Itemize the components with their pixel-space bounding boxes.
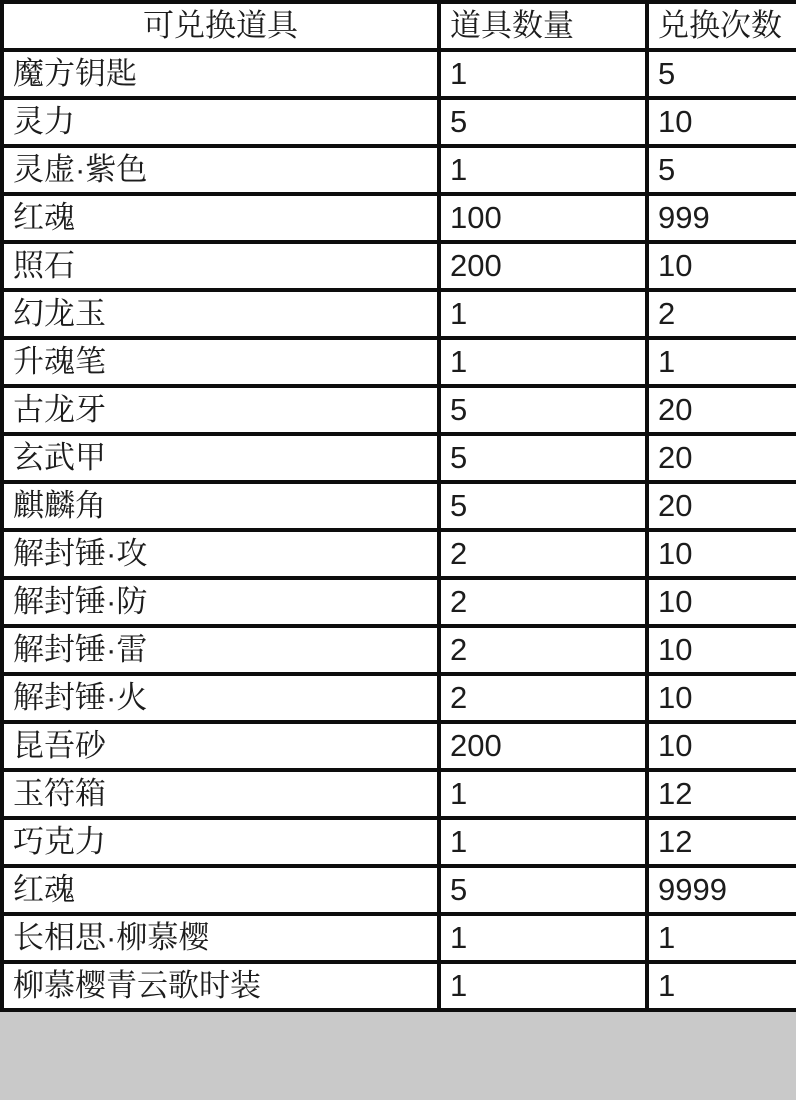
header-exchangeable-item: 可兑换道具 bbox=[2, 2, 439, 50]
cell-item-quantity: 1 bbox=[439, 338, 647, 386]
header-item-quantity: 道具数量 bbox=[439, 2, 647, 50]
cell-exchange-count: 12 bbox=[647, 818, 796, 866]
cell-item-quantity: 5 bbox=[439, 386, 647, 434]
cell-exchange-count: 9999 bbox=[647, 866, 796, 914]
table-row bbox=[2, 50, 796, 98]
table-header bbox=[2, 2, 796, 50]
cell-exchange-count: 12 bbox=[647, 770, 796, 818]
table-row bbox=[2, 290, 796, 338]
cell-item-quantity: 100 bbox=[439, 194, 647, 242]
cell-item-name: 升魂笔 bbox=[2, 338, 439, 386]
cell-item-name: 幻龙玉 bbox=[2, 290, 439, 338]
cell-item-name: 解封锤·雷 bbox=[2, 626, 439, 674]
cell-item-name: 巧克力 bbox=[2, 818, 439, 866]
cell-item-quantity: 5 bbox=[439, 866, 647, 914]
cell-exchange-count: 1 bbox=[647, 962, 796, 1010]
cell-exchange-count: 10 bbox=[647, 722, 796, 770]
cell-item-quantity: 1 bbox=[439, 818, 647, 866]
cell-exchange-count: 1 bbox=[647, 914, 796, 962]
cell-item-name: 魔方钥匙 bbox=[2, 50, 439, 98]
cell-item-name: 麒麟角 bbox=[2, 482, 439, 530]
cell-item-quantity: 5 bbox=[439, 98, 647, 146]
table-row bbox=[2, 386, 796, 434]
cell-item-name: 照石 bbox=[2, 242, 439, 290]
cell-item-quantity: 1 bbox=[439, 146, 647, 194]
table-row bbox=[2, 146, 796, 194]
cell-exchange-count: 5 bbox=[647, 146, 796, 194]
cell-item-quantity: 1 bbox=[439, 770, 647, 818]
cell-item-quantity: 200 bbox=[439, 722, 647, 770]
cell-exchange-count: 1 bbox=[647, 338, 796, 386]
cell-item-name: 红魂 bbox=[2, 866, 439, 914]
cell-item-name: 红魂 bbox=[2, 194, 439, 242]
cell-item-quantity: 1 bbox=[439, 914, 647, 962]
table-row bbox=[2, 242, 796, 290]
cell-exchange-count: 10 bbox=[647, 626, 796, 674]
cell-item-quantity: 2 bbox=[439, 674, 647, 722]
cell-item-name: 灵虚·紫色 bbox=[2, 146, 439, 194]
table-row bbox=[2, 770, 796, 818]
cell-item-name: 柳慕樱青云歌时装 bbox=[2, 962, 439, 1010]
cell-item-name: 玉符箱 bbox=[2, 770, 439, 818]
table-row bbox=[2, 530, 796, 578]
cell-item-name: 解封锤·火 bbox=[2, 674, 439, 722]
table-row bbox=[2, 626, 796, 674]
cell-exchange-count: 10 bbox=[647, 242, 796, 290]
cell-exchange-count: 20 bbox=[647, 434, 796, 482]
cell-item-name: 长相思·柳慕樱 bbox=[2, 914, 439, 962]
cell-item-name: 解封锤·攻 bbox=[2, 530, 439, 578]
cell-item-quantity: 200 bbox=[439, 242, 647, 290]
table-row bbox=[2, 866, 796, 914]
cell-exchange-count: 10 bbox=[647, 674, 796, 722]
cell-item-name: 古龙牙 bbox=[2, 386, 439, 434]
cell-item-name: 灵力 bbox=[2, 98, 439, 146]
cell-exchange-count: 10 bbox=[647, 578, 796, 626]
cell-item-quantity: 5 bbox=[439, 482, 647, 530]
table-row bbox=[2, 98, 796, 146]
table-row bbox=[2, 482, 796, 530]
cell-exchange-count: 10 bbox=[647, 98, 796, 146]
header-exchange-count: 兑换次数 bbox=[647, 2, 796, 50]
cell-exchange-count: 10 bbox=[647, 530, 796, 578]
table-row bbox=[2, 674, 796, 722]
table-row bbox=[2, 578, 796, 626]
cell-item-name: 解封锤·防 bbox=[2, 578, 439, 626]
cell-item-quantity: 1 bbox=[439, 290, 647, 338]
table-row bbox=[2, 194, 796, 242]
cell-exchange-count: 5 bbox=[647, 50, 796, 98]
cell-item-quantity: 2 bbox=[439, 626, 647, 674]
table-row bbox=[2, 722, 796, 770]
cell-exchange-count: 20 bbox=[647, 482, 796, 530]
cell-exchange-count: 2 bbox=[647, 290, 796, 338]
table-row bbox=[2, 914, 796, 962]
cell-item-quantity: 1 bbox=[439, 962, 647, 1010]
cell-item-quantity: 1 bbox=[439, 50, 647, 98]
cell-item-quantity: 5 bbox=[439, 434, 647, 482]
table-body bbox=[2, 50, 796, 1010]
table-row bbox=[2, 338, 796, 386]
cell-exchange-count: 20 bbox=[647, 386, 796, 434]
table-row bbox=[2, 962, 796, 1010]
table-row bbox=[2, 818, 796, 866]
cell-item-quantity: 2 bbox=[439, 530, 647, 578]
cell-item-name: 玄武甲 bbox=[2, 434, 439, 482]
header-row bbox=[2, 2, 796, 50]
cell-item-name: 昆吾砂 bbox=[2, 722, 439, 770]
cell-item-quantity: 2 bbox=[439, 578, 647, 626]
table-row bbox=[2, 434, 796, 482]
cell-exchange-count: 999 bbox=[647, 194, 796, 242]
